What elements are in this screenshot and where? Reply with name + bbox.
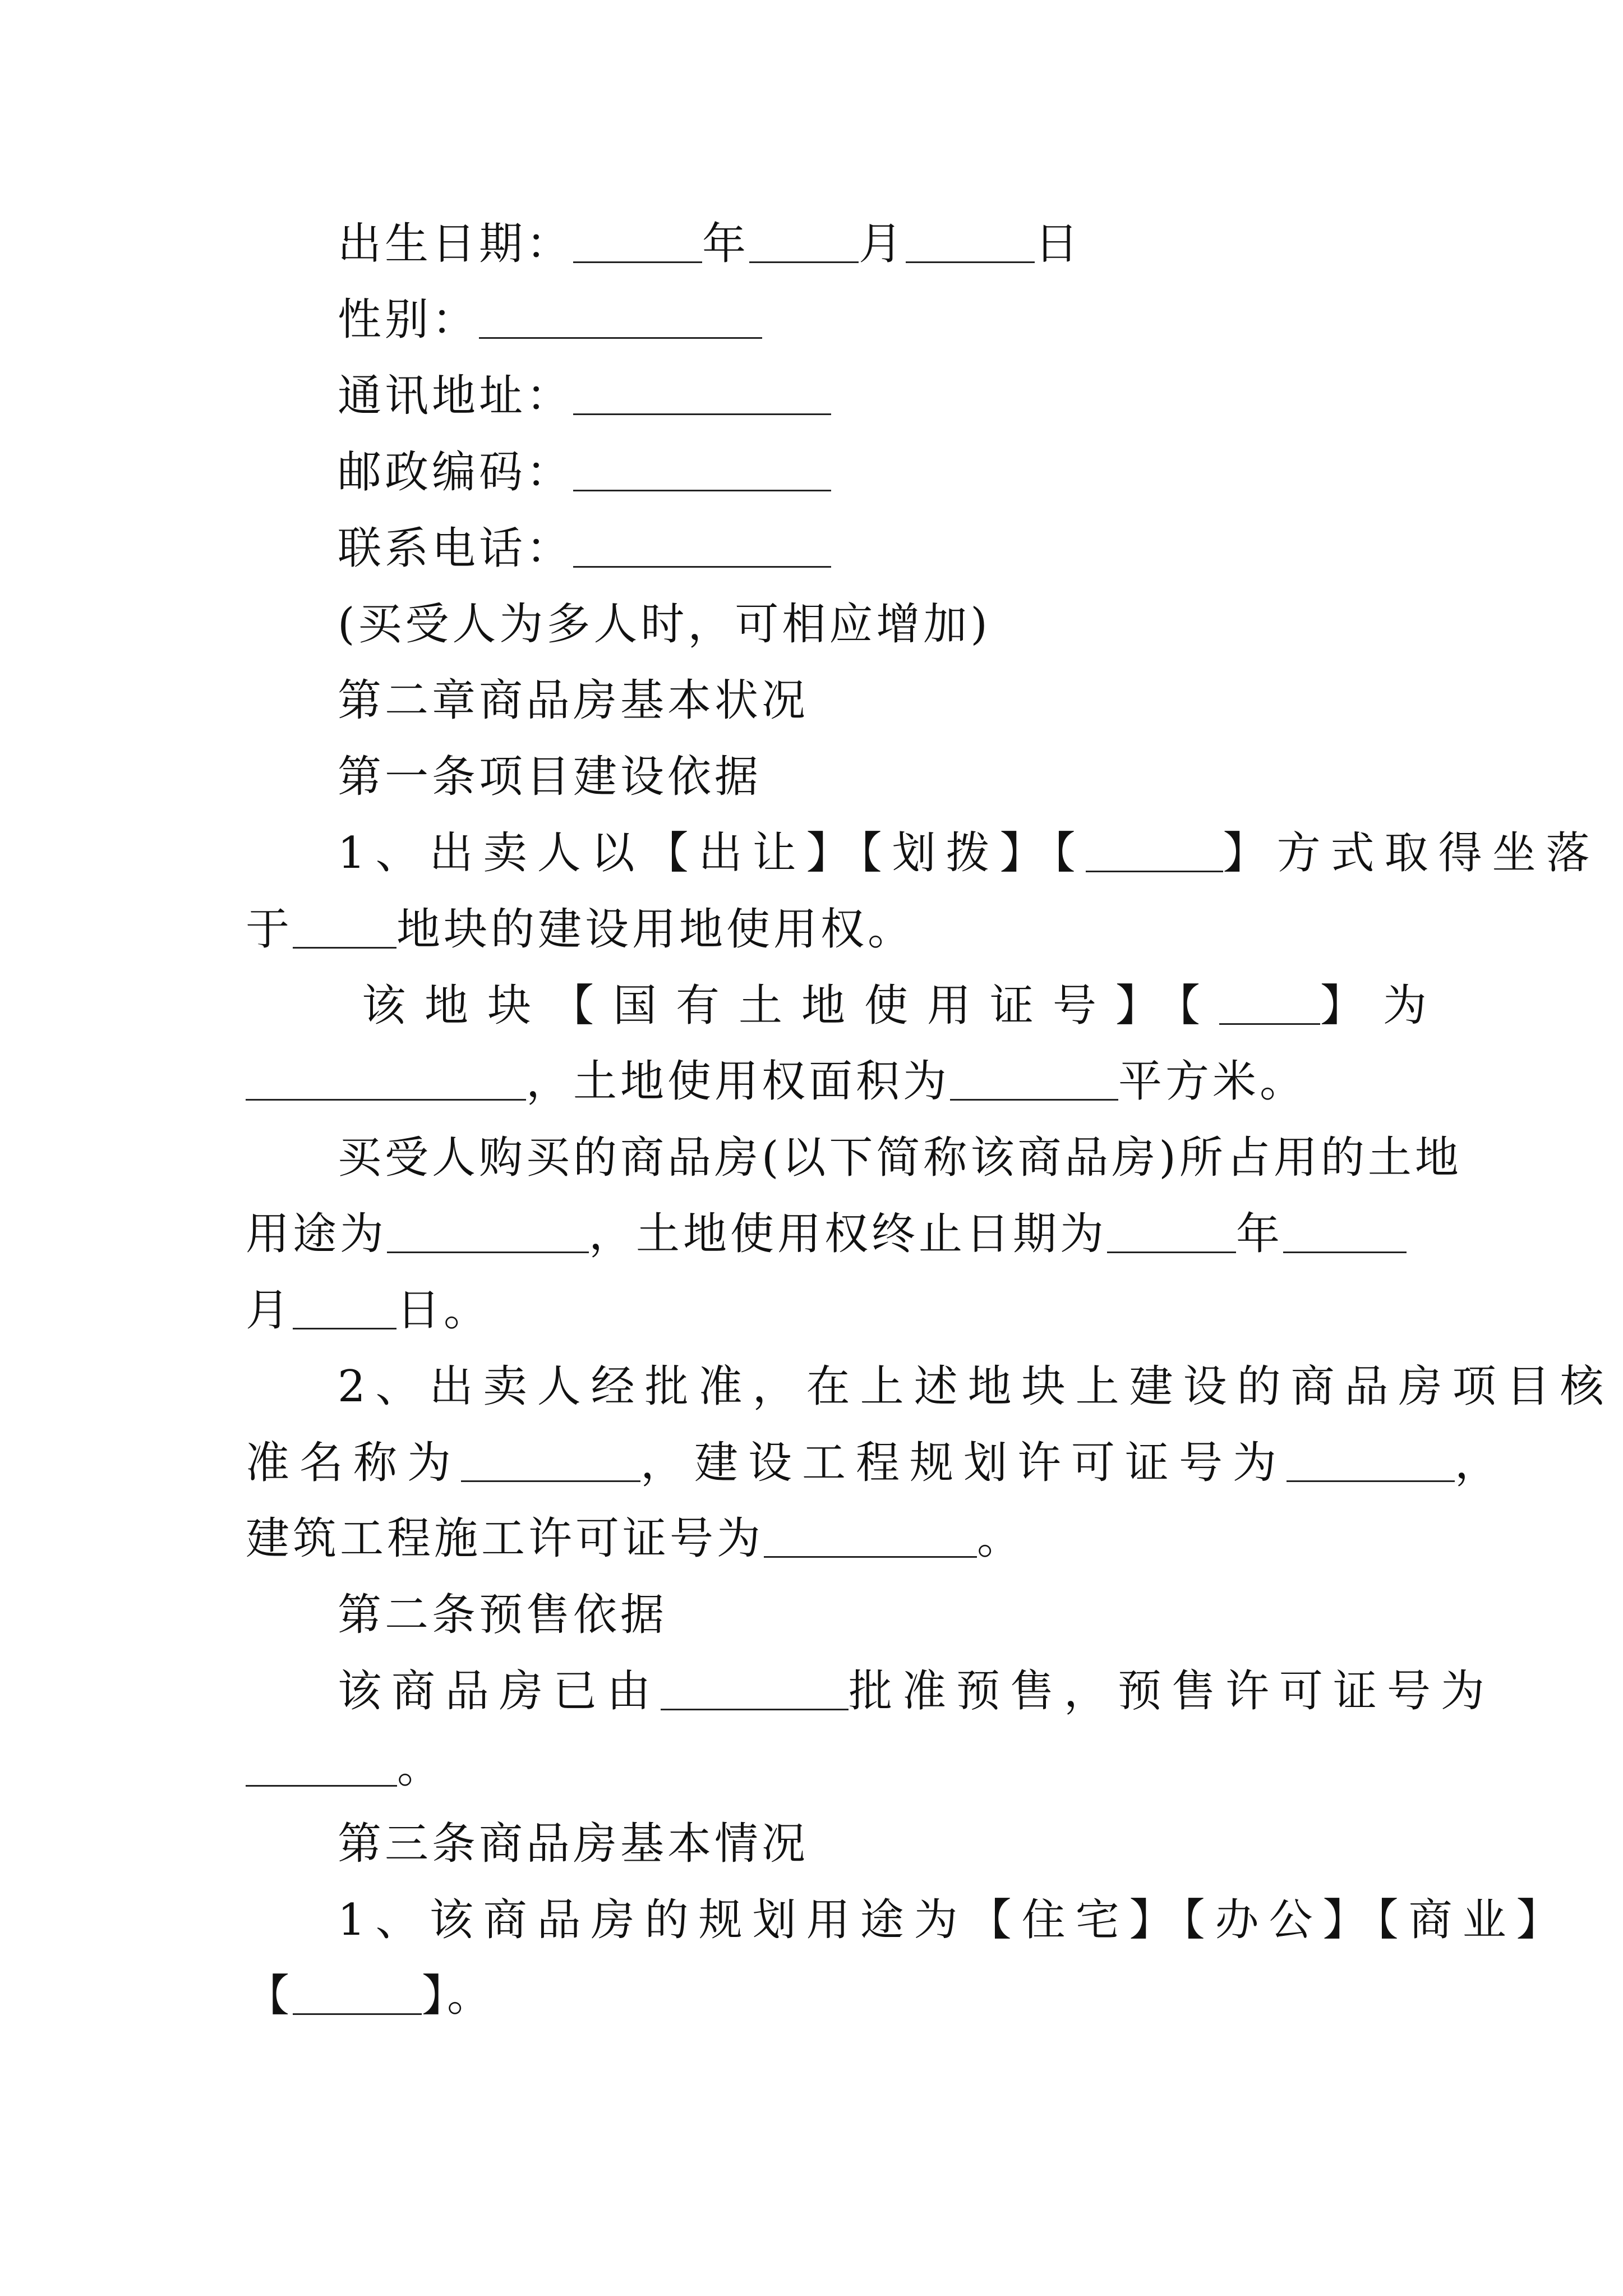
birth-day-blank [906, 222, 1035, 263]
certificate-number-blank [246, 1060, 526, 1101]
birth-year-blank [573, 222, 702, 263]
phone-label: 联系电话： [338, 523, 574, 574]
postal-code-blank [573, 450, 831, 491]
article-one-heading: 第一条项目建设依据 [338, 752, 762, 802]
planned-use-line-2: 【 】。 [246, 1971, 495, 2021]
article-two-heading: 第二条预售依据 [338, 1590, 668, 1640]
presale-permit-blank [246, 1746, 397, 1787]
project-name-blank [461, 1441, 640, 1482]
presale-line-1: 该商品房已由 批准预售，预售许可证号为 [338, 1666, 1495, 1717]
postal-code-line [338, 444, 1487, 500]
land-acquisition-line: 1、出卖人以【出让】【划拨】【 】方式取得坐落 [338, 828, 1600, 878]
day-label: 日 [1035, 219, 1082, 269]
termination-month-blank [1283, 1212, 1407, 1253]
year-label: 年 [702, 219, 750, 269]
certificate-type-blank [1219, 984, 1320, 1025]
chapter-heading: 第二章商品房基本状况 [338, 675, 809, 726]
land-use-line-2: 用途为 ，土地使用权终止日期为 年 [246, 1206, 1395, 1262]
planned-use-line-1: 1、该商品房的规划用途为【住宅】【办公】【商业】 [338, 1895, 1570, 1945]
land-parcel-line: 于 地块的建设用地使用权。 [246, 904, 915, 955]
birth-date-label: 出生日期： [338, 219, 574, 269]
land-use-blank [387, 1212, 589, 1253]
termination-year-blank [1107, 1212, 1236, 1253]
address-label: 通讯地址： [338, 371, 574, 421]
land-use-line-1: 买受人购买的商品房(以下简称该商品房)所占用的土地 [338, 1133, 1462, 1183]
article-three-heading: 第三条商品房基本情况 [338, 1819, 809, 1869]
phone-line [338, 521, 1487, 577]
construction-permit-blank [764, 1517, 977, 1558]
birth-date-line [338, 216, 1487, 272]
address-blank [573, 374, 831, 415]
month-label: 月 [859, 219, 906, 269]
land-area-blank [950, 1060, 1118, 1101]
gender-label: 性别： [338, 295, 479, 345]
planning-permit-blank [1287, 1441, 1455, 1482]
acquisition-method-blank [1086, 831, 1223, 872]
termination-day-blank [293, 1289, 396, 1329]
land-use-line-3: 月 日。 [246, 1285, 491, 1336]
presale-authority-blank [661, 1669, 849, 1710]
presale-line-2: 。 [246, 1740, 1395, 1796]
phone-blank [573, 527, 831, 568]
gender-line [338, 292, 1487, 348]
land-certificate-line: 该地块【国有土地使用证号】【 】为 [362, 981, 1446, 1031]
postal-code-label: 邮政编码： [338, 447, 574, 498]
construction-permit-line: 建筑工程施工许可证号为 。 [246, 1513, 1025, 1564]
parcel-blank [293, 908, 396, 949]
birth-month-blank [749, 222, 859, 263]
address-line [338, 368, 1487, 424]
gender-blank [479, 298, 762, 339]
project-approval-line-1: 2、出卖人经批准，在上述地块上建设的商品房项目核 [338, 1361, 1614, 1412]
project-approval-line-2: 准名称为 ，建设工程规划许可证号为 ， [246, 1438, 1509, 1488]
other-use-blank [293, 1974, 422, 2015]
land-area-line: ，土地使用权面积为 平方米。 [246, 1053, 1395, 1110]
multiple-buyers-note: (买受人为多人时，可相应增加) [338, 599, 991, 650]
